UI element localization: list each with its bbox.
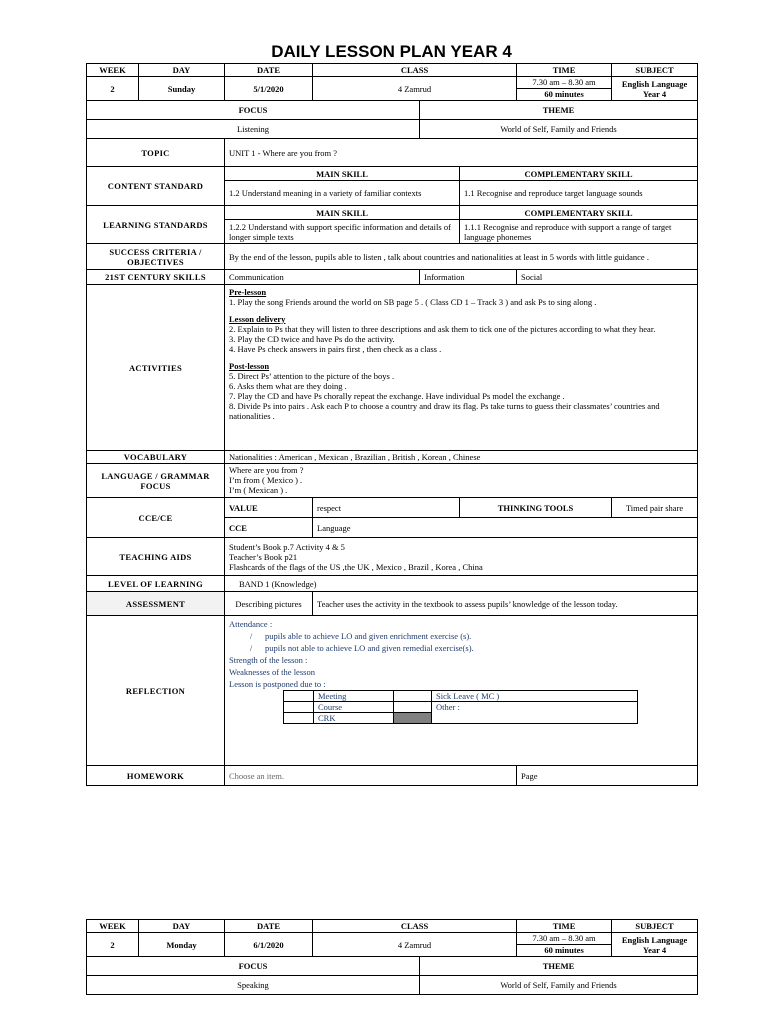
course-label: Course	[314, 702, 394, 713]
subject-value: English Language Year 4	[612, 933, 698, 957]
post-lesson-heading: Post-lesson	[229, 361, 270, 371]
time-header: TIME	[517, 920, 612, 933]
topic-value: UNIT 1 - Where are you from ?	[225, 139, 698, 167]
attendance-line: Attendance :	[229, 619, 273, 629]
theme-header: THEME	[420, 957, 698, 976]
date-header: DATE	[225, 64, 313, 77]
value-value: respect	[313, 498, 460, 518]
sick-leave-checkbox[interactable]	[394, 691, 432, 702]
time-value: 7.30 am – 8.30 am	[517, 77, 611, 89]
teaching-aid: Flashcards of the flags of the US ,the UK , Mexico , Brazil , Korea , China	[229, 561, 483, 572]
grammar-focus-value	[225, 464, 698, 498]
achieve-line: / pupils able to achieve LO and given enrichment exercise (s).	[249, 631, 472, 641]
time-value: 7.30 am – 8.30 am	[517, 933, 611, 945]
activities-label: ACTIVITIES	[87, 285, 225, 451]
learning-standards-label: LEARNING STANDARDS	[87, 206, 225, 244]
date-header: DATE	[225, 920, 313, 933]
date-value: 6/1/2020	[225, 933, 313, 957]
vocabulary-label: VOCABULARY	[87, 451, 225, 464]
time-header: TIME	[517, 64, 612, 77]
meeting-checkbox[interactable]	[284, 691, 314, 702]
skill-communication: Communication	[225, 270, 420, 285]
success-criteria-value: By the end of the lesson, pupils able to listen , talk about countries and nationalities at least in 5 words with little guidance .	[225, 244, 698, 270]
week-header: WEEK	[87, 920, 139, 933]
cce-value: Language	[313, 518, 698, 538]
thinking-tools-label: THINKING TOOLS	[460, 498, 612, 518]
week-header: WEEK	[87, 64, 139, 77]
reflection-content	[225, 616, 698, 766]
activity-step: 1. Play the song Friends around the world on SB page 5 . ( Class CD 1 – Track 3 ) and ask Ps to sing along .	[229, 297, 597, 307]
day-header: DAY	[139, 920, 225, 933]
homework-page[interactable]: Page	[517, 766, 698, 786]
assessment-type: Describing pictures	[225, 592, 313, 616]
class-header: CLASS	[313, 64, 517, 77]
activity-step: 2. Explain to Ps that they will listen to three descriptions and ask them to tick one of the pictures according to what they hear.	[229, 324, 656, 334]
day-value: Monday	[139, 933, 225, 957]
homework-select[interactable]: Choose an item.	[225, 766, 517, 786]
postponed-reasons-table	[283, 690, 638, 724]
grammar-line: I’m ( Mexican ) .	[229, 485, 288, 495]
subject-header: SUBJECT	[612, 920, 698, 933]
content-standard-label: CONTENT STANDARD	[87, 167, 225, 206]
class-value: 4 Zamrud	[313, 77, 517, 101]
assessment-value: Teacher uses the activity in the textbook to assess pupils’ knowledge of the lesson today.	[313, 592, 698, 616]
activity-step: 7. Play the CD and have Ps chorally repeat the exchange. Have individual Ps model the exchange .	[229, 391, 565, 401]
theme-value: World of Self, Family and Friends	[420, 976, 698, 995]
theme-header: THEME	[420, 101, 698, 120]
main-skill-header-2: MAIN SKILL	[225, 206, 460, 220]
topic-label: TOPIC	[87, 139, 225, 167]
learning-main-skill: 1.2.2 Understand with support specific information and details of longer simple texts	[225, 220, 460, 244]
activity-step: 4. Have Ps check answers in pairs first , then check as a class .	[229, 344, 442, 354]
skill-social: Social	[517, 270, 698, 285]
21st-century-skills-label: 21ST CENTURY SKILLS	[87, 270, 225, 285]
week-value: 2	[87, 933, 139, 957]
focus-value: Speaking	[87, 976, 420, 995]
subject-value: English Language Year 4	[612, 77, 698, 101]
assessment-label: ASSESSMENT	[87, 592, 225, 616]
duration-value: 60 minutes	[544, 89, 584, 99]
page-title: DAILY LESSON PLAN YEAR 4	[271, 42, 512, 61]
class-header: CLASS	[313, 920, 517, 933]
cce-label: CCE/CE	[87, 498, 225, 538]
crk-checkbox[interactable]	[284, 713, 314, 724]
pre-lesson-heading: Pre-lesson	[229, 287, 267, 297]
other-checkbox[interactable]	[394, 702, 432, 713]
complementary-skill-header-2: COMPLEMENTARY SKILL	[460, 206, 698, 220]
meeting-label: Meeting	[314, 691, 394, 702]
teaching-aid: Teacher’s Book p21	[229, 551, 298, 562]
class-value: 4 Zamrud	[313, 933, 517, 957]
not-achieve-line: / pupils not able to achieve LO and given remedial exercise(s).	[249, 643, 474, 653]
crk-label: CRK	[314, 713, 394, 724]
learning-complementary-skill: 1.1.1 Recognise and reproduce with support a range of target language phonemes	[460, 220, 698, 244]
homework-label: HOMEWORK	[87, 766, 225, 786]
date-value: 5/1/2020	[225, 77, 313, 101]
day-header: DAY	[139, 64, 225, 77]
complementary-skill-header: COMPLEMENTARY SKILL	[460, 167, 698, 181]
lesson-plan-table-2	[86, 919, 698, 995]
lesson-plan-table	[86, 63, 698, 786]
content-complementary-skill: 1.1 Recognise and reproduce target language sounds	[460, 181, 698, 206]
skill-information: Information	[420, 270, 517, 285]
vocabulary-value: Nationalities : American , Mexican , Brazilian , British , Korean , Chinese	[225, 451, 698, 464]
week-value: 2	[87, 77, 139, 101]
postponed-line: Lesson is postponed due to :	[229, 679, 326, 689]
teaching-aids-value	[225, 538, 698, 576]
focus-header: FOCUS	[87, 101, 420, 120]
sick-leave-label: Sick Leave ( MC )	[432, 691, 638, 702]
main-skill-header: MAIN SKILL	[225, 167, 460, 181]
cce-sub-label: CCE	[225, 518, 313, 538]
content-main-skill: 1.2 Understand meaning in a variety of familiar contexts	[225, 181, 460, 206]
teaching-aid: Student’s Book p.7 Activity 4 & 5	[229, 541, 345, 552]
activity-step: 3. Play the CD twice and have Ps do the activity.	[229, 334, 395, 344]
activity-step: 5. Direct Ps’ attention to the picture of the boys .	[229, 371, 395, 381]
grammar-line: Where are you from ?	[229, 465, 304, 475]
focus-header: FOCUS	[87, 957, 420, 976]
reflection-label: REFLECTION	[87, 616, 225, 766]
strength-line: Strength of the lesson :	[229, 655, 308, 665]
level-of-learning-value: BAND 1 (Knowledge)	[225, 576, 698, 592]
level-of-learning-label: LEVEL OF LEARNING	[87, 576, 225, 592]
grammar-focus-label: LANGUAGE / GRAMMAR FOCUS	[87, 464, 225, 498]
shaded-cell	[394, 713, 432, 724]
success-criteria-label: SUCCESS CRITERIA / OBJECTIVES	[87, 244, 225, 270]
subject-header: SUBJECT	[612, 64, 698, 77]
lesson-delivery-heading: Lesson delivery	[229, 314, 286, 324]
thinking-tools-value: Timed pair share	[612, 498, 698, 518]
value-label: VALUE	[225, 498, 313, 518]
grammar-line: I’m from ( Mexico ) .	[229, 475, 303, 485]
activity-step: 8. Divide Ps into pairs . Ask each P to choose a country and draw its flag. Ps take turns to guess their classmates’ countries and nationalities .	[229, 401, 660, 421]
other-label: Other :	[432, 702, 638, 724]
theme-value: World of Self, Family and Friends	[420, 120, 698, 139]
teaching-aids-label: TEACHING AIDS	[87, 538, 225, 576]
activity-step: 6. Asks them what are they doing .	[229, 381, 347, 391]
focus-value: Listening	[87, 120, 420, 139]
duration-value: 60 minutes	[544, 945, 584, 955]
course-checkbox[interactable]	[284, 702, 314, 713]
weakness-line: Weaknesses of the lesson	[229, 667, 315, 677]
day-value: Sunday	[139, 77, 225, 101]
activities-content	[225, 285, 698, 451]
